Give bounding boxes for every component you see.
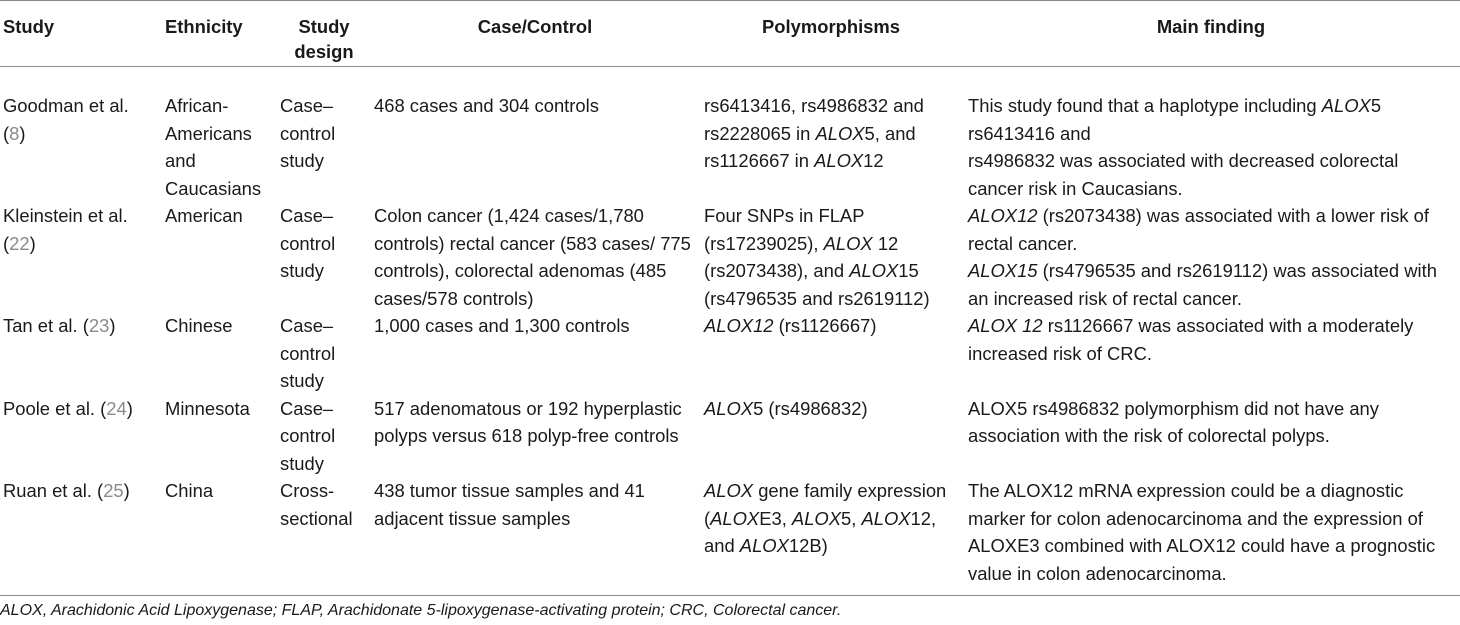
polymorphisms-cell [700, 312, 962, 395]
study-name-close: ) [123, 480, 130, 501]
polymorphisms-cell [700, 477, 962, 596]
reference-link[interactable]: 23 [88, 315, 110, 336]
design-cell: Case–control study [280, 205, 336, 281]
header-main-finding: Main finding [962, 1, 1460, 67]
table-row [0, 67, 1460, 203]
polymorphisms-text: 12B) [788, 535, 828, 556]
gene-name: ALOX [861, 507, 911, 529]
header-study: Study [0, 1, 162, 67]
table-body [0, 67, 1460, 596]
finding-text: 5 rs6413416 and [968, 95, 1382, 144]
finding-text: (rs4796535 and rs2619112) was associated with an increased risk of rectal cancer. [968, 260, 1437, 309]
finding-text: rs4986832 was associated with decreased colorectal cancer risk in Caucasians. [968, 150, 1399, 199]
polymorphisms-text: rs6413416, rs4986832 and rs2228065 in [704, 95, 924, 144]
finding-cell: ALOX5 rs4986832 polymorphism did not have any association with the risk of colorectal polyps. [968, 397, 1379, 446]
polymorphisms-cell [700, 395, 962, 478]
polymorphisms-cell [700, 67, 962, 203]
study-name: Tan et al. ( [3, 315, 89, 336]
polymorphisms-text: 12, and [704, 507, 937, 556]
polymorphisms-text: 5, [841, 507, 862, 529]
reference-link[interactable]: 8 [9, 122, 20, 144]
gene-name: ALOX [739, 535, 789, 556]
header-ethnicity: Ethnicity [162, 1, 278, 67]
case-control-cell: 438 tumor tissue samples and 41 adjacent tissue samples [370, 477, 700, 596]
table-row [0, 395, 1460, 478]
gene-name: ALOX [710, 507, 760, 529]
study-name: Goodman et al. [3, 95, 129, 116]
study-name: Poole et al. ( [3, 397, 107, 419]
reference-link[interactable]: 22 [9, 232, 30, 254]
gene-name: ALOX12 [704, 315, 774, 336]
gene-name: ALOX [1321, 95, 1371, 116]
finding-text: This study found that a haplotype including [968, 95, 1322, 116]
header-study-design-line2: design [294, 41, 354, 62]
finding-text: rs1126667 was associated with a moderately increased risk of CRC. [968, 315, 1414, 364]
gene-name: ALOX [704, 480, 754, 501]
gene-name: ALOX [791, 507, 841, 529]
gene-name: ALOX [849, 260, 899, 281]
case-control-cell: Colon cancer (1,424 cases/1,780 controls) rectal cancer (583 cases/ 775 controls), colorectal adenomas (485 cases/578 controls) [374, 205, 691, 309]
header-row [0, 1, 1460, 67]
study-name: Ruan et al. ( [3, 480, 104, 501]
study-cell: Goodman et al. (8) [3, 95, 129, 144]
gene-name: ALOX [815, 122, 865, 144]
study-cell: Kleinstein et al. (22) [3, 205, 128, 254]
study-cell [0, 312, 162, 395]
header-study-design [278, 1, 370, 67]
polymorphisms-text: 12 (rs2073438), and [704, 232, 899, 281]
study-cell [0, 477, 162, 596]
polymorphisms-text: 5 (rs4986832) [753, 397, 868, 419]
polymorphisms-text: 12 [863, 150, 884, 171]
table-row [0, 477, 1460, 596]
reference-link[interactable]: 24 [106, 397, 127, 419]
design-cell: Case–control study [280, 315, 336, 391]
gene-name: ALOX [823, 232, 873, 254]
gene-name: ALOX15 [968, 260, 1038, 281]
header-case-control: Case/Control [370, 1, 700, 67]
study-name: Kleinstein et al. [3, 205, 128, 226]
polymorphisms-text: E3, [759, 507, 792, 529]
design-cell: Case–control study [280, 95, 336, 171]
study-name-close: ) [109, 315, 116, 336]
study-cell [0, 395, 162, 478]
ethnicity-cell: Minnesota [165, 397, 250, 419]
design-cell: Case–control study [280, 397, 336, 474]
polymorphisms-text: Four SNPs in FLAP (rs17239025), [704, 205, 865, 254]
table-footnote: ALOX, Arachidonic Acid Lipoxygenase; FLAP, Arachidonate 5-lipoxygenase-activating protein; CRC, Colorectal cancer. [0, 602, 842, 619]
case-control-cell: 517 adenomatous or 192 hyperplastic polyps versus 618 polyp-free controls [374, 397, 682, 446]
finding-cell [962, 67, 1460, 203]
table-row [0, 202, 1460, 312]
ethnicity-cell: African-Americans and Caucasians [165, 95, 262, 199]
ethnicity-cell: American [165, 205, 243, 226]
gene-name: ALOX12 [968, 205, 1038, 226]
polymorphisms-text: gene family expression ( [704, 480, 947, 529]
finding-text: (rs2073438) was associated with a lower risk of rectal cancer. [968, 205, 1430, 254]
case-control-cell: 1,000 cases and 1,300 controls [374, 315, 630, 336]
gene-name: ALOX [814, 150, 864, 171]
header-polymorphisms: Polymorphisms [700, 1, 962, 67]
case-control-cell: 468 cases and 304 controls [374, 95, 599, 116]
header-study-design-line1: Study [298, 16, 350, 37]
reference-link[interactable]: 25 [103, 480, 124, 501]
polymorphisms-text: 15 (rs4796535 and rs2619112) [704, 260, 930, 309]
polymorphisms-text: (rs1126667) [773, 315, 877, 336]
study-name-close: ) [126, 397, 133, 419]
gene-name: ALOX 12 [968, 315, 1043, 336]
finding-cell: The ALOX12 mRNA expression could be a diagnostic marker for colon adenocarcinoma and the expression of ALOXE3 combined with ALOX12 could have a prognostic value in colon adenocarcinoma. [962, 477, 1460, 596]
finding-cell [962, 202, 1460, 312]
finding-cell [962, 312, 1460, 395]
design-cell: Cross-sectional [278, 477, 370, 596]
polymorphisms-cell [700, 202, 962, 312]
table-row [0, 312, 1460, 395]
polymorphisms-text: 5, and rs1126667 in [704, 122, 916, 171]
ethnicity-cell: Chinese [165, 315, 233, 336]
gene-name: ALOX [704, 397, 754, 419]
table-header [0, 1, 1460, 67]
ethnicity-cell: China [162, 477, 278, 596]
